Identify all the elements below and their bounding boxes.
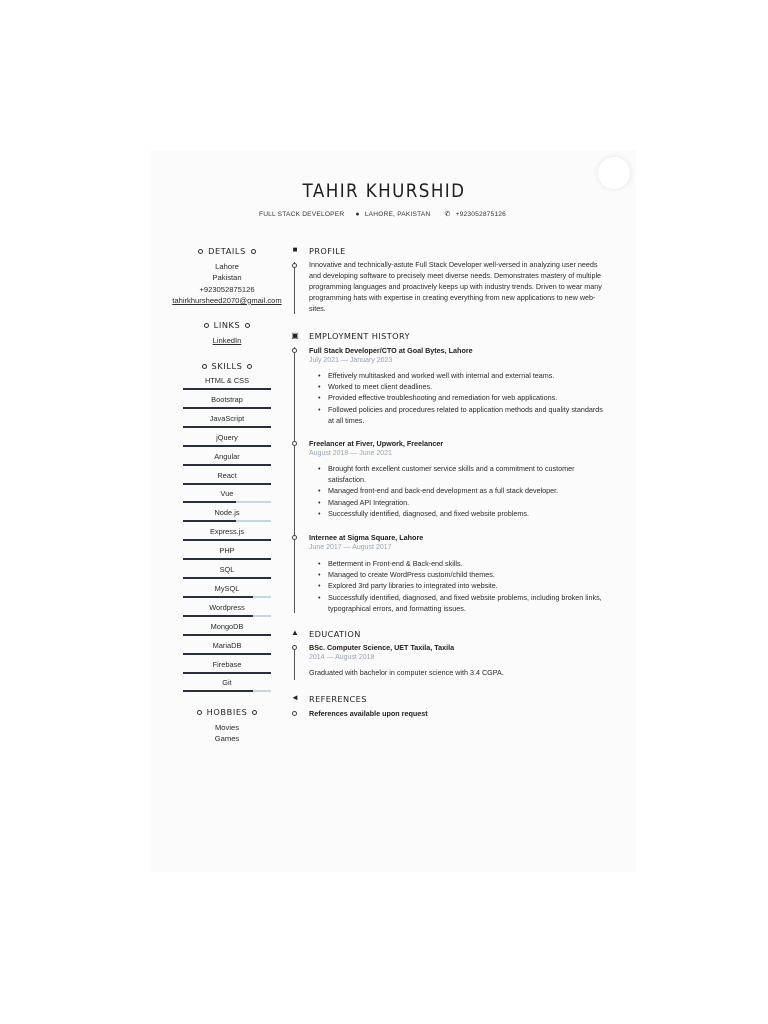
- skill-label: JavaScript: [209, 413, 245, 423]
- hobby-item: Movies: [214, 723, 240, 732]
- graduation-cap-icon: ▲: [291, 628, 299, 637]
- timeline-dot: [292, 263, 297, 268]
- skill-label: PHP: [219, 546, 235, 556]
- skill-level-fill: [183, 520, 236, 522]
- resume-name: TAHIR KHURSHID: [302, 180, 466, 202]
- links-heading: LINKS: [168, 320, 286, 330]
- skill-item: [183, 508, 271, 517]
- skill-item: [183, 471, 271, 480]
- list-item: • Explored 3rd party libraries to integrated into website.: [318, 580, 603, 591]
- linkedin-link[interactable]: LinkedIn: [212, 336, 242, 345]
- skill-item: [183, 546, 271, 555]
- skill-label: MariaDB: [212, 640, 242, 650]
- links-block: [168, 335, 286, 346]
- profile-timeline: [294, 262, 295, 314]
- skill-level-bar: [183, 520, 271, 522]
- skill-label: Angular: [214, 451, 240, 461]
- skill-level-bar: [183, 672, 271, 674]
- list-item: • Brought forth excellent customer service skills and a commitment to customer satisfaction.: [318, 463, 603, 485]
- skill-level-bar: [183, 558, 271, 560]
- skill-level-bar: [183, 596, 271, 598]
- skill-label: SQL: [219, 565, 235, 574]
- job-1-title: Full Stack Developer/CTO at Goal Bytes, Lahore: [309, 346, 473, 355]
- hobby-item: Games: [214, 734, 240, 744]
- skill-level-fill: [183, 615, 253, 617]
- skill-item: [183, 603, 271, 612]
- location: LAHORE, PAKISTAN: [364, 211, 431, 218]
- skill-item: [183, 678, 271, 687]
- list-item: • Managed to create WordPress custom/child themes.: [318, 569, 603, 580]
- list-item: • Managed front-end and back-end development as a full stack developer.: [318, 485, 603, 496]
- timeline-dot: [292, 711, 297, 716]
- education-timeline: [294, 645, 295, 680]
- skill-level-bar: [183, 501, 271, 503]
- skill-level-fill: [183, 445, 271, 447]
- details-country: Pakistan: [212, 273, 242, 283]
- skill-level-fill: [183, 672, 271, 674]
- skill-level-bar: [183, 407, 271, 409]
- skill-item: [183, 376, 271, 385]
- job-2-dates: August 2018 — June 2021: [309, 450, 392, 457]
- education-heading: EDUCATION: [309, 629, 361, 639]
- skill-item: [183, 641, 271, 650]
- skill-label: Node.js: [214, 508, 240, 518]
- skill-label: Express.js: [209, 527, 245, 537]
- skill-label: HTML & CSS: [204, 376, 250, 385]
- skill-level-fill: [183, 558, 271, 560]
- skill-level-bar: [183, 464, 271, 466]
- skill-level-bar: [183, 483, 271, 485]
- education-text: Graduated with bachelor in computer science with 3.4 CGPA.: [309, 668, 504, 677]
- skill-level-bar: [183, 615, 271, 617]
- skill-level-bar: [183, 653, 271, 655]
- phone: +923052875126: [455, 211, 507, 218]
- skill-level-fill: [183, 539, 271, 541]
- skill-label: React: [217, 470, 237, 480]
- job-3-bullets: [318, 558, 603, 614]
- skill-level-fill: [183, 653, 271, 655]
- education-title: BSc. Computer Science, UET Taxila, Taxila: [309, 643, 455, 652]
- employment-heading: EMPLOYMENT HISTORY: [309, 331, 410, 341]
- skill-level-bar: [183, 634, 271, 636]
- job-3-dates: June 2017 — August 2017: [309, 544, 392, 551]
- skill-level-fill: [183, 634, 271, 636]
- skill-level-fill: [183, 690, 253, 692]
- skill-level-fill: [183, 577, 271, 579]
- list-item: • Effetively multitasked and worked well with internal and external teams.: [318, 370, 603, 381]
- skill-level-bar: [183, 445, 271, 447]
- profile-text: Innovative and technically-astute Full Stack Developer well-versed in analyzing user needs and developing software to precisely meet diverse needs. Demonstrates mastery of multiple programming languages and proactively keeps up with industry trends. Driven to wear many programming hats with expertise in creating everything from new applications to new web- sites.: [309, 260, 602, 314]
- timeline-dot: [292, 348, 297, 353]
- list-item: • Followed policies and procedures related to application methods and quality standards at all times.: [318, 404, 603, 426]
- skill-item: [183, 414, 271, 423]
- timeline-dot: [292, 535, 297, 540]
- skill-item: [183, 489, 271, 498]
- megaphone-icon: ◄: [291, 693, 299, 702]
- details-phone: +923052875126: [199, 284, 255, 294]
- details-block: [168, 261, 286, 306]
- skill-item: [183, 565, 271, 574]
- job-1-bullets: [318, 370, 603, 426]
- skill-label: jQuery: [216, 432, 238, 442]
- skill-level-bar: [183, 426, 271, 428]
- job-title: FULL STACK DEVELOPER: [258, 211, 345, 218]
- skill-level-fill: [183, 464, 271, 466]
- skill-item: [183, 622, 271, 631]
- phone-icon: ✆: [444, 211, 451, 218]
- resume-subtitle: [0, 210, 768, 218]
- skill-label: Firebase: [212, 659, 242, 669]
- list-item: • Worked to meet client deadlines.: [318, 381, 603, 392]
- skill-label: Wordpress: [209, 602, 245, 612]
- details-city: Lahore: [215, 262, 239, 271]
- references-heading: REFERENCES: [309, 694, 367, 704]
- list-item: • Managed API Integration.: [318, 497, 603, 508]
- timeline-dot: [292, 645, 297, 650]
- skill-level-bar: [183, 577, 271, 579]
- skill-level-bar: [183, 690, 271, 692]
- employment-timeline: [294, 347, 295, 613]
- skill-level-fill: [183, 596, 253, 598]
- skill-label: MySQL: [214, 583, 240, 593]
- skill-level-fill: [183, 483, 271, 485]
- skills-heading: SKILLS: [168, 361, 286, 371]
- job-3-title: Internee at Sigma Square, Lahore: [309, 533, 424, 542]
- skill-item: [183, 433, 271, 442]
- education-dates: 2014 — August 2018: [309, 654, 375, 661]
- skill-label: Git: [222, 678, 232, 688]
- details-heading: DETAILS: [168, 246, 286, 256]
- hobbies-heading: HOBBIES: [168, 707, 286, 717]
- list-item: • Successfully identified, diagnosed, and fixed website problems.: [318, 508, 603, 519]
- skill-item: [183, 527, 271, 536]
- list-item: • Successfully identified, diagnosed, and fixed website problems, including broken links, typographical errors, and formatting issues.: [318, 592, 603, 614]
- hobbies-block: [168, 722, 286, 745]
- skill-item: [183, 660, 271, 669]
- skill-level-bar: [183, 388, 271, 390]
- job-2-title: Freelancer at Fiver, Upwork, Freelancer: [309, 439, 444, 448]
- profile-heading: PROFILE: [309, 246, 346, 256]
- list-item: • Provided effective troubleshooting and remediation for web applications.: [318, 392, 603, 403]
- skill-label: MongoDB: [210, 621, 244, 631]
- skill-item: [183, 452, 271, 461]
- skill-label: Vue: [220, 489, 234, 499]
- job-2-bullets: [318, 463, 603, 519]
- skill-item: [183, 395, 271, 404]
- skill-level-bar: [183, 539, 271, 541]
- list-item: • Betterment in Front-end & Back-end skills.: [318, 558, 603, 569]
- skill-level-fill: [183, 426, 271, 428]
- job-1-dates: July 2021 — January 2023: [309, 357, 393, 364]
- skill-level-fill: [183, 501, 236, 503]
- references-text: References available upon request: [309, 709, 428, 718]
- skill-label: Bootstrap: [211, 394, 243, 404]
- skill-level-fill: [183, 407, 271, 409]
- location-pin-icon: ●: [355, 211, 360, 218]
- timeline-dot: [292, 441, 297, 446]
- skill-level-fill: [183, 388, 271, 390]
- skill-item: [183, 584, 271, 593]
- profile-icon: ■: [292, 245, 298, 254]
- briefcase-icon: ▣: [291, 331, 299, 340]
- email-link[interactable]: tahirkhursheed2070@gmail.com: [172, 295, 282, 305]
